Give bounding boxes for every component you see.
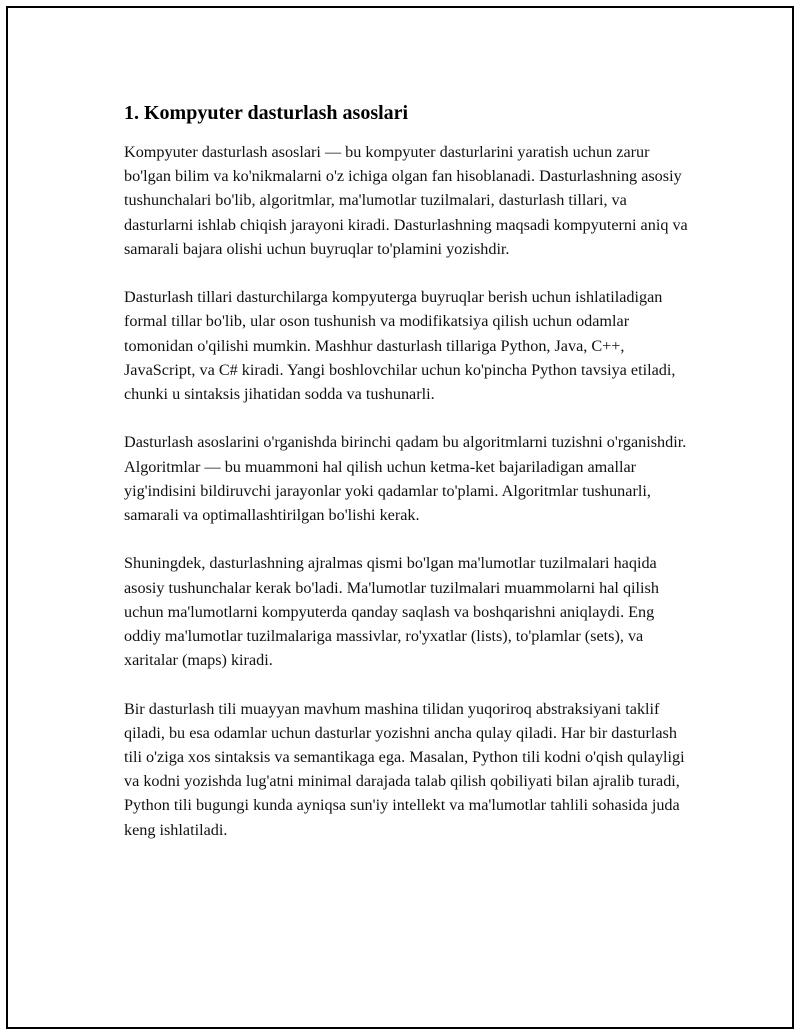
paragraph: Kompyuter dasturlash asoslari — bu kompyuter dasturlarini yaratish uchun zarur bo'lgan bilim va ko'nikmalarni o'z ichiga olgan fan hisoblanadi. Dasturlashning asosiy tushunchalari bo'lib, algoritmlar, ma'lumotlar tuzilmalari, dasturlash tillari, va dasturlarni ishlab chiqish jarayoni kiradi. Dasturlashning maqsadi kompyuterni aniq va samarali bajara olishi uchun buyruqlar to'plamini yozishdir. [124,143,688,258]
paragraph: Shuningdek, dasturlashning ajralmas qismi bo'lgan ma'lumotlar tuzilmalari haqida asosiy tushunchalar kerak bo'ladi. Ma'lumotlar tuzilmalari muammolarni hal qilish uchun ma'lumotlarni kompyuterda qanday saqlash va boshqarishni aniqlaydi. Eng oddiy ma'lumotlar tuzilmalariga massivlar, ro'yxatlar (lists), to'plamlar (sets), va xaritalar (maps) kiradi. [124,554,659,670]
section-heading: 1. Kompyuter dasturlash asoslari [124,102,409,124]
paragraph: Dasturlash tillari dasturchilarga kompyuterga buyruqlar berish uchun ishlatiladigan formal tillar bo'lib, ular oson tushunish va modifikatsiya qilish uchun odamlar tomonidan o'qilishi mumkin. Mashhur dasturlash tillariga Python, Java, C++, JavaScript, va C# kiradi. Yangi boshlovchilar uchun ko'pincha Python tavsiya etiladi, chunki u sintaksis jihatidan sodda va tushunarli. [124,288,676,404]
paragraph: Bir dasturlash tili muayyan mavhum mashina tilidan yuqoriroq abstraksiyani taklif qiladi, bu esa odamlar uchun dasturlar yozishni ancha qulay qiladi. Har bir dasturlash tili o'ziga xos sintaksis va semantikaga ega. Masalan, Python tili kodni o'qish qulayligi va kodni yozishda lug'atni minimal darajada talab qilish qobiliyati bilan ajralib turadi, Python tili bugungi kunda ayniqsa sun'iy intellekt va ma'lumotlar tahlili sohasida juda keng ishlatiladi. [124,699,685,839]
page-frame [6,6,794,1029]
paragraph: Dasturlash asoslarini o'rganishda birinchi qadam bu algoritmlarni tuzishni o'rganishdir. Algoritmlar — bu muammoni hal qilish uchun ketma-ket bajariladigan amallar yig'indisini bildiruvchi jarayonlar yoki qadamlar to'plami. Algoritmlar tushunarli, samarali va optimallashtirilgan bo'lishi kerak. [124,433,687,525]
document-body [124,98,694,866]
